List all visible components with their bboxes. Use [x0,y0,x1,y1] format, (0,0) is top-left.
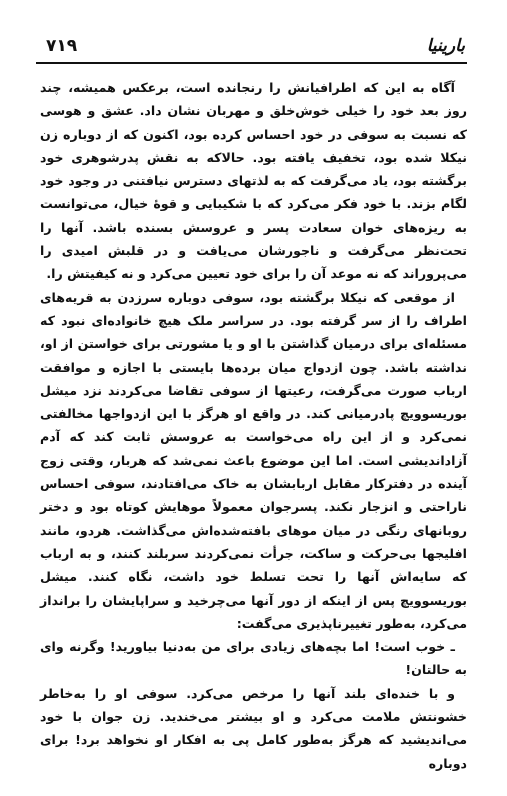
running-title: بارینیا [426,36,465,56]
page-number: ۷۱۹ [46,36,78,56]
paragraph: از موقعی که نیکلا برگشته بود، سوفی دوباره سرزدن به قریه‌های اطراف را از سر گرفته بود. در سراسر ملک هیچ خانواده‌ای نبود که مسئله‌ای برای درمیان گذاشتن با او و یا مشورتی برای خواستن از او، نداشته باشد. چون ازدواج میان برده‌ها بایستی با اجازه و موافقت ارباب صورت می‌گرفت، رعیتها از سوفی تقاضا می‌کردند نزد میشل بوریسوویچ پادرمیانی کند. در واقع او هرگز با این ازدواجها مخالفتی نمی‌کرد و از این راه می‌خواست به عروسش ثابت کند که آدم آزاداندیشی است. اما این موضوع باعث نمی‌شد که هربار، وقتی زوج آینده در دفترکار مقابل اربابشان به خاک می‌افتادند، سوفی احساس ناراحتی و انزجار نکند. پسرجوان معمولاً موهایش کوتاه بود و دختر روبانهای رنگی در میان موهای بافته‌شده‌اش می‌گذاشت. هردو، مانند افلیجها بی‌حرکت و ساکت، جرأت نمی‌کردند سربلند کنند، و به ارباب که سایه‌اش آنها را تحت تسلط خود داشت، نگاه کنند. میشل بوریسوویچ پس از اینکه از دور آنها می‌چرخید و سراپایشان را برانداز می‌کرد، به‌طور تغییرناپذیری می‌گفت: [40,289,467,631]
dialogue-paragraph: ـ خوب است! اما بچه‌های زیادی برای من به‌دنیا بیاورید! وگرنه وای به حالتان! [40,639,467,678]
paragraph: آگاه به این که اطرافیانش را رنجانده است، برعکس همیشه، چند روز بعد خود را خیلی خوش‌خلق و مهربان نشان داد. عشق و هوسی که نسبت به سوفی در خود احساس کرده بود، اکنون که از دوباره زن نیکلا شده بود، تخفیف یافته بود. حالاکه به نقش پدرشوهری خود برگشته بود، یاد می‌گرفت که به لذتهای دسترس نیافتنی در وجود خود لگام بزند. با خود فکر می‌کرد که با شکیبایی و قوهٔ خیال، می‌توانست به ریزه‌های خوان سعادت پسر و عروسش بسنده باشد. آنها را تحت‌نظر می‌گرفت و ناجورشان می‌یافت و در قلبش امیدی را می‌پروراند که نه موعد آن را برای خود تعیین می‌کرد و نه کیفیتش را. [40,80,467,282]
page-header [40,30,467,64]
paragraph: و با خنده‌ای بلند آنها را مرخص می‌کرد. سوفی او را به‌خاطر خشونتش ملامت می‌کرد و او بیشتر می‌خندید. زن جوان با خود می‌اندیشید که هرگز به‌طور کامل پی به افکار او نخواهد برد! برای دوباره [40,685,467,771]
body-text [40,76,467,775]
header-divider [36,62,467,64]
